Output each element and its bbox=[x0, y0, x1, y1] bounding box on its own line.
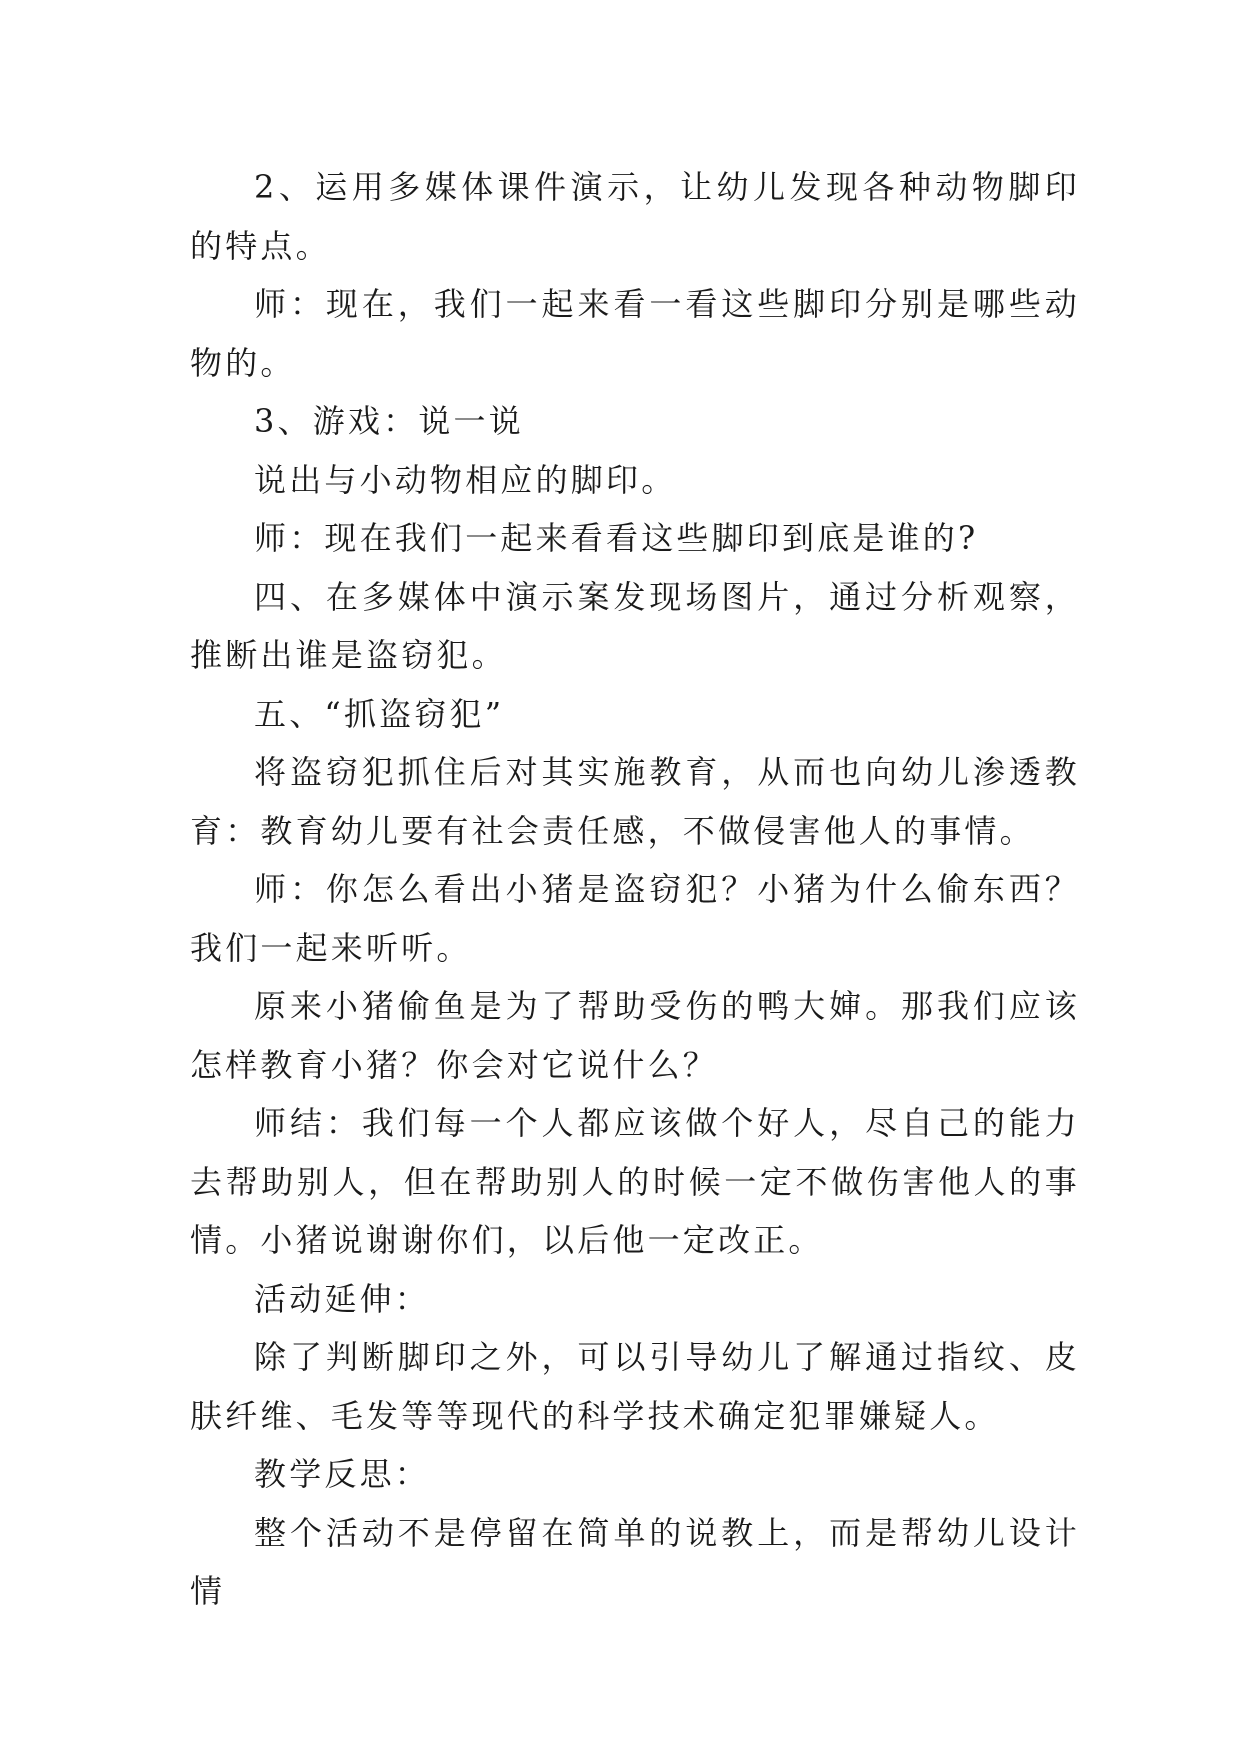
paragraph-match-footprints: 说出与小动物相应的脚印。 bbox=[254, 460, 677, 499]
paragraph-educate-thief: 将盗窃犯抓住后对其实施教育，从而也向幼儿渗透教育：教育幼儿要有社会责任感，不做侵害他人的事情。 bbox=[190, 753, 1080, 850]
paragraph-reflection-body: 整个活动不是停留在简单的说教上，而是帮幼儿设计情 bbox=[190, 1513, 1080, 1610]
paragraph-teacher-question-pig: 师：你怎么看出小猪是盗窃犯？小猪为什么偷东西？我们一起来听听。 bbox=[190, 870, 1080, 967]
paragraph-game-title: 3、游戏：说一说 bbox=[254, 402, 524, 440]
paragraph-teacher-look-footprints: 师：现在，我们一起来看一看这些脚印分别是哪些动物的。 bbox=[190, 285, 1080, 382]
paragraph-reflection-heading: 教学反思： bbox=[254, 1455, 431, 1493]
paragraph-multimedia-demo: 2、运用多媒体课件演示，让幼儿发现各种动物脚印的特点。 bbox=[190, 168, 1080, 265]
paragraph-teacher-summary: 师结：我们每一个人都应该做个好人，尽自己的能力去帮助别人，但在帮助别人的时候一定不做伤害他人的事情。小猪说谢谢你们，以后他一定改正。 bbox=[190, 1104, 1080, 1259]
paragraph-pig-story: 原来小猪偷鱼是为了帮助受伤的鸭大婶。那我们应该怎样教育小猪？你会对它说什么？ bbox=[190, 987, 1080, 1084]
paragraph-teacher-whose-footprints: 师：现在我们一起来看看这些脚印到底是谁的? bbox=[254, 519, 979, 557]
paragraph-activity-extension-body: 除了判断脚印之外，可以引导幼儿了解通过指纹、皮肤纤维、毛发等等现代的科学技术确定犯罪嫌疑人。 bbox=[190, 1338, 1080, 1435]
paragraph-activity-extension-heading: 活动延伸： bbox=[254, 1279, 431, 1318]
paragraph-section-four: 四、在多媒体中演示案发现场图片，通过分析观察，推断出谁是盗窃犯。 bbox=[190, 577, 1080, 674]
document-body bbox=[190, 158, 1080, 1621]
paragraph-section-five-title: 五、“抓盗窃犯” bbox=[254, 694, 505, 733]
